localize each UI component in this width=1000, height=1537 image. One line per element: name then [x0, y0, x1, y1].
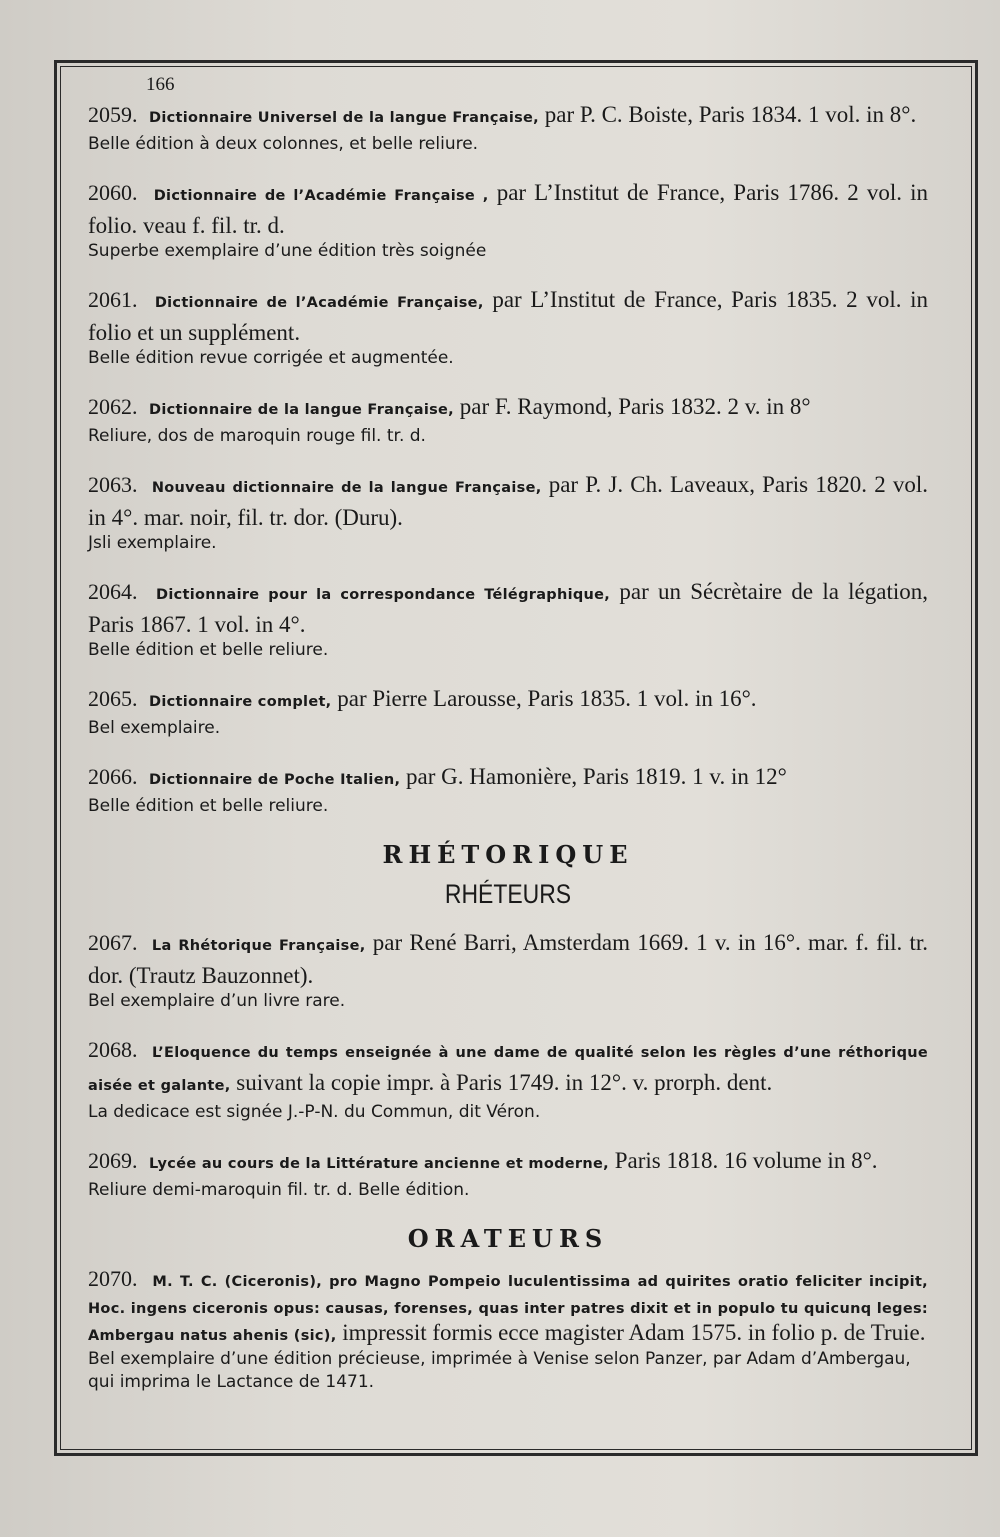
entry-detail: par G. Hamonière, Paris 1819. 1 v. in 12° [406, 764, 787, 789]
entry-number: 2067. [88, 930, 138, 955]
entry-number: 2059. [88, 102, 138, 127]
entry-note: Belle édition revue corrigée et augmentée. [88, 348, 454, 368]
entry-number: 2066. [88, 764, 138, 789]
subsection-heading-rheteurs: RHÉTEURS [444, 879, 572, 909]
entry-detail: suivant la copie impr. à Paris 1749. in 12°. v. prorph. dent. [236, 1070, 773, 1095]
entry-title: Dictionnaire de l’Académie Française, [154, 295, 484, 311]
catalogue-entry [88, 392, 928, 448]
entry-title: Dictionnaire pour la correspondance Télégraphique, [155, 587, 611, 603]
entry-note: Belle édition et belle reliure. [88, 640, 329, 660]
entry-main-text [88, 392, 928, 425]
entry-title: M. T. C. (Ciceronis), pro Magno Pompeio luculentissima ad quirites oratio feliciter incipit, Hoc. ingens ciceronis opus: causas, forenses, quas inter patres dixit et in populo tu quicunq leges: Ambergau natus ahenis (sic), [88, 1274, 928, 1344]
catalogue-entry [88, 928, 928, 1013]
entry-number: 2064. [88, 579, 138, 604]
section-heading-orateurs: ORATEURS [407, 1224, 609, 1253]
entry-main-text [88, 577, 928, 639]
entry-main-text [88, 762, 928, 795]
entry-note: Bel exemplaire d’un livre rare. [88, 991, 346, 1011]
entry-number: 2062. [88, 394, 138, 419]
entry-detail: par P. C. Boiste, Paris 1834. 1 vol. in 8°. [544, 102, 917, 127]
entry-title: L’Eloquence du temps enseignée à une dame de qualité selon les règles d’une réthorique aisée et galante, [88, 1045, 928, 1094]
catalogue-entry [88, 1146, 928, 1202]
catalogue-entry [88, 178, 928, 263]
entry-title: Dictionnaire de l’Académie Française , [153, 188, 489, 204]
entry-title: Dictionnaire Universel de la langue Française, [149, 110, 539, 126]
entry-note: La dedicace est signée J.-P-N. du Commun, dit Véron. [88, 1102, 541, 1122]
entry-number: 2063. [88, 472, 138, 497]
entry-note: Belle édition à deux colonnes, et belle reliure. [88, 134, 479, 154]
page-content [88, 74, 928, 1416]
entry-detail: par Pierre Larousse, Paris 1835. 1 vol. in 16°. [337, 686, 757, 711]
entry-main-text [88, 100, 928, 133]
catalogue-entry [88, 762, 928, 818]
entry-main-text [88, 285, 928, 347]
entry-main-text [88, 684, 928, 717]
entry-title: Dictionnaire de la langue Française, [149, 402, 454, 418]
entry-detail: impressit formis ecce magister Adam 1575. in folio p. de Truie. [342, 1320, 926, 1345]
entry-main-text [88, 1267, 928, 1348]
orateurs-list [88, 1267, 928, 1394]
dictionnaires-list [88, 100, 928, 818]
entry-title: Dictionnaire complet, [149, 694, 332, 710]
entry-note: Bel exemplaire d’une édition précieuse, imprimée à Venise selon Panzer, par Adam d’Ambergau, qui imprima le Lactance de 1471. [88, 1349, 911, 1392]
entry-note: Jsli exemplaire. [88, 533, 217, 553]
rheteurs-list [88, 928, 928, 1202]
entry-title: Lycée au cours de la Littérature ancienne et moderne, [149, 1156, 609, 1172]
section-heading-rhetorique: RHÉTORIQUE [382, 840, 634, 869]
entry-title: La Rhétorique Française, [151, 938, 366, 954]
catalogue-entry [88, 1035, 928, 1124]
entry-detail: Paris 1818. 16 volume in 8°. [614, 1148, 878, 1173]
entry-main-text [88, 178, 928, 240]
entry-detail: par F. Raymond, Paris 1832. 2 v. in 8° [459, 394, 811, 419]
entry-number: 2068. [88, 1037, 138, 1062]
entry-detail: par L’Institut de France, Paris 1786. 2 vol. in folio. veau f. fil. tr. d. [88, 180, 928, 238]
entry-number: 2065. [88, 686, 138, 711]
entry-detail: par un Sécrètaire de la légation, Paris 1867. 1 vol. in 4°. [88, 579, 929, 637]
entry-note: Bel exemplaire. [88, 718, 221, 738]
entry-detail: par L’Institut de France, Paris 1835. 2 vol. in folio et un supplément. [88, 287, 929, 345]
catalogue-entry [88, 285, 928, 370]
catalogue-entry [88, 470, 928, 555]
entry-detail: par René Barri, Amsterdam 1669. 1 v. in 16°. mar. f. fil. tr. dor. (Trautz Bauzonnet). [88, 930, 929, 988]
entry-main-text [88, 470, 928, 532]
entry-detail: par P. J. Ch. Laveaux, Paris 1820. 2 vol. in 4°. mar. noir, fil. tr. dor. (Duru). [88, 472, 929, 530]
entry-note: Belle édition et belle reliure. [88, 796, 329, 816]
entry-number: 2069. [88, 1148, 138, 1173]
entry-note: Reliure demi-maroquin fil. tr. d. Belle édition. [88, 1180, 470, 1200]
catalogue-entry [88, 100, 928, 156]
entry-main-text [88, 928, 928, 990]
entry-title: Nouveau dictionnaire de la langue Française, [151, 480, 542, 496]
entry-main-text [88, 1035, 928, 1101]
entry-number: 2070. [88, 1266, 138, 1291]
entry-title: Dictionnaire de Poche Italien, [149, 772, 401, 788]
entry-note: Reliure, dos de maroquin rouge fil. tr. d. [88, 426, 426, 446]
entry-main-text [88, 1146, 928, 1179]
entry-number: 2061. [88, 287, 138, 312]
page-number: 166 [146, 74, 175, 95]
entry-number: 2060. [88, 180, 138, 205]
catalogue-entry [88, 1267, 928, 1394]
catalogue-entry [88, 684, 928, 740]
entry-note: Superbe exemplaire d’une édition très soignée [88, 241, 487, 261]
catalogue-entry [88, 577, 928, 662]
